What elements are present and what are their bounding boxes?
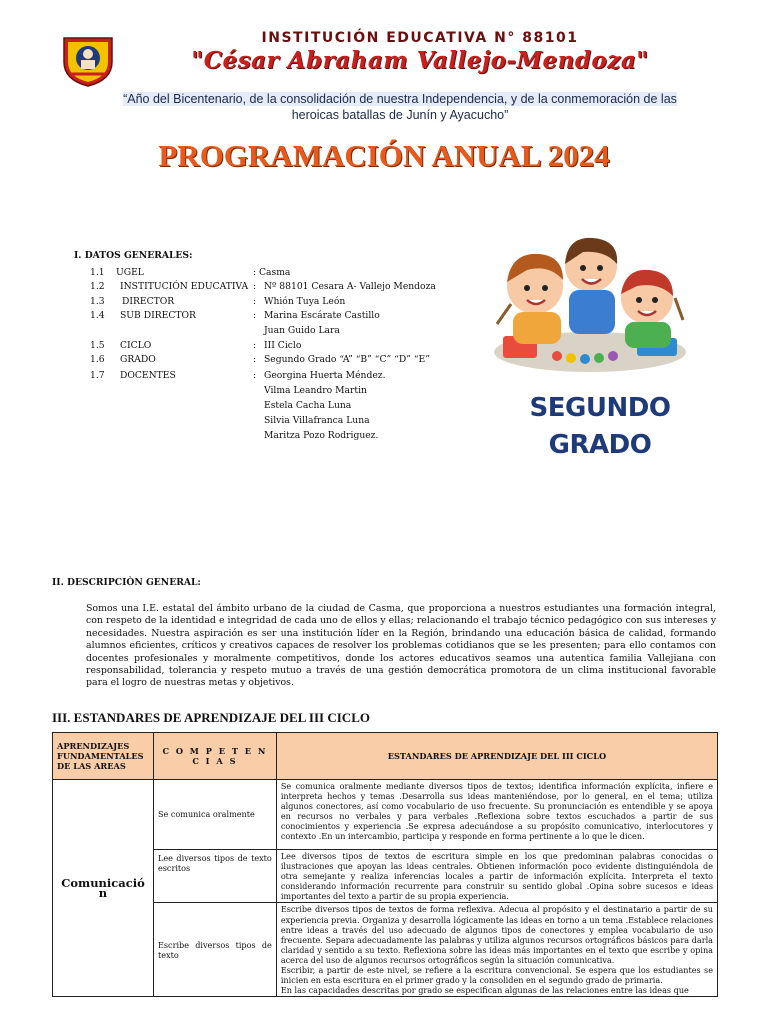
institution-name: "César Abraham Vallejo-Mendoza" <box>191 47 649 74</box>
row-colon: : <box>253 267 257 278</box>
docente-extra: Silvia Villafranca Luna <box>264 415 370 426</box>
estandar-paragraph: Escribir, a partir de este nivel, se refiere a la escritura convencional. Se espera que los estudiantes se inicien en esta escritura en el primer grado y la consoliden en el segundo grado de primaria. <box>280 965 713 986</box>
row-value: Whión Tuya León <box>264 296 346 307</box>
row-number: 1.2 <box>90 281 105 292</box>
competencia-cell: Se comunica oralmente <box>153 780 276 850</box>
year-motto-line2: heroicas batallas de Junín y Ayacucho <box>291 108 505 122</box>
section-heading-datos: I. DATOS GENERALES: <box>74 250 193 261</box>
row-colon: : <box>253 310 257 321</box>
row-value: Segundo Grado “A” “B” “C” “D” “E” <box>264 354 430 365</box>
children-painting-illustration <box>487 224 694 380</box>
row-number: 1.1 <box>90 267 105 278</box>
row-label: GRADO <box>120 354 156 365</box>
row-label: CICLO <box>120 340 152 351</box>
row-number: 1.3 <box>90 296 105 307</box>
docente-extra: Vilma Leandro Martin <box>264 385 367 396</box>
section-heading-descripcion: II. DESCRIPCIÒN GENERAL: <box>52 577 201 588</box>
area-cell: Comunicació n <box>53 780 154 997</box>
column-header-estandares: ESTANDARES DE APRENDIZAJE DEL III CICLO <box>276 733 717 780</box>
grade-banner-line2: GRADO <box>548 430 652 460</box>
row-number: 1.6 <box>90 354 105 365</box>
grade-banner-line1: SEGUNDO <box>529 393 671 423</box>
docente-extra: Estela Cacha Luna <box>264 400 352 411</box>
estandar-paragraph: Escribe diversos tipos de textos de forma reflexiva. Adecua al propósito y el destinatario a partir de su experiencia previa. Organiza y desarrolla lógicamente las ideas en torno a un tema .Establece relaciones entre ideas a través del uso adecuado de algunos tipos de conectores y emplea vocabulario de uso frecuente. Separa adecuadamente las palabras y utiliza algunos recursos ortográficos básicos para darla claridad y sentido a su texto. Reflexiona sobre las ideas más importantes en el texto que escribe y opina acerca del uso de algunos recursos ortográficos según la situación comunicativa. <box>280 904 713 965</box>
description-paragraph: Somos una I.E. estatal del ámbito urbano de la ciudad de Casma, que proporciona a nuestros estudiantes una formación integral, con respeto de la identidad e integridad de cada uno de ellos y ellas; relacionando el trabajo técnico pedagógico con sus intereses y necesidades. Nuestra aspiración es ser una institución líder en la Región, brindando una educación básica de calidad, formando alumnos eficientes, críticos y creativos capaces de resolver los problemas cotidianos que se les presenten; para ello contamos con docentes profesionales y moralmente competitivos, donde los actores educativos seamos una autentica familia Vallejiana con responsabilidad, tolerancia y respeto mutuo a través de una gestión democrática promotora de un clima institucional favorable para el logro de nuestras metas y objetivos. <box>86 603 716 689</box>
row-value: Casma <box>259 267 291 278</box>
row-colon: : <box>253 354 257 365</box>
estandar-cell: Se comunica oralmente mediante diversos tipos de textos; identifica información explícita, infiere e interpreta hechos y temas .Desarrolla sus ideas manteniéndose, por lo general, en el tema; utiliza algunos conectores, así como vocabulario de uso frecuente. Su pronunciación es entendible y se apoya en recursos no verbales y para verbales .Reflexiona sobre textos escuchados a partir de sus conocimientos y experiencia .Se expresa adecuándose a su propósito comunicativo, interlocutores y contexto .En un intercambio, participa y responde en forma pertinente a lo que le dicen. <box>276 780 717 850</box>
competencia-cell: Lee diversos tipos de texto escritos <box>153 850 276 903</box>
row-number: 1.7 <box>90 370 105 381</box>
school-crest-icon <box>60 32 116 88</box>
row-label: UGEL <box>116 267 144 278</box>
row-label: DOCENTES <box>120 370 176 381</box>
row-colon: : <box>253 340 257 351</box>
year-motto <box>88 91 712 123</box>
row-colon: : <box>253 370 257 381</box>
row-number: 1.4 <box>90 310 105 321</box>
row-label: SUB DIRECTOR <box>120 310 196 321</box>
row-value: III Ciclo <box>264 340 302 351</box>
table-header-row <box>53 733 718 780</box>
estandar-cell <box>276 903 717 997</box>
year-motto-close: ” <box>504 108 509 122</box>
row-colon: : <box>253 296 257 307</box>
institution-line: INSTITUCIÓN EDUCATIVA N° 88101 <box>261 30 579 46</box>
standards-table <box>52 732 718 997</box>
row-colon: : <box>253 281 257 292</box>
page-title: PROGRAMACIÓN ANUAL 2024 <box>158 138 610 173</box>
row-value: Nº 88101 Cesara A- Vallejo Mendoza <box>264 281 436 292</box>
competencia-cell: Escribe diversos tipos de texto <box>153 903 276 997</box>
row-label: DIRECTOR <box>122 296 175 307</box>
year-motto-line1: “Año del Bicentenario, de la consolidación de nuestra Independencia, y de la conmemoración de las <box>123 92 677 106</box>
row-value: Marina Escárate Castillo <box>264 310 380 321</box>
row-number: 1.5 <box>90 340 105 351</box>
docente-extra: Maritza Pozo Rodriguez. <box>264 430 379 441</box>
section-heading-estandares: III. ESTANDARES DE APRENDIZAJE DEL III CICLO <box>52 710 370 725</box>
table-row <box>53 780 718 850</box>
column-header-area: APRENDIZAJES FUNDAMENTALES DE LAS AREAS <box>53 733 154 780</box>
estandar-cell: Lee diversos tipos de textos de escritura simple en los que predominan palabras conocidas o ilustraciones que apoyan las ideas centrales. Obtienen información poco evidente distinguiéndola de otra semejante y realiza inferencias locales a partir de información explícita. Interpreta el texto considerando información recurrente para construir su sentido global .Opina sobre sucesos e ideas importantes del texto a partir de su propia experiencia. <box>276 850 717 903</box>
subdirector-extra: Juan Guido Lara <box>264 325 340 336</box>
estandar-paragraph: En las capacidades descritas por grado se especifican algunas de las relaciones entre las ideas que <box>280 985 689 996</box>
row-label: INSTITUCIÓN EDUCATIVA <box>120 281 249 292</box>
row-value: Georgina Huerta Méndez. <box>264 370 386 381</box>
column-header-competencias: C O M P E T E N C I A S <box>153 733 276 780</box>
